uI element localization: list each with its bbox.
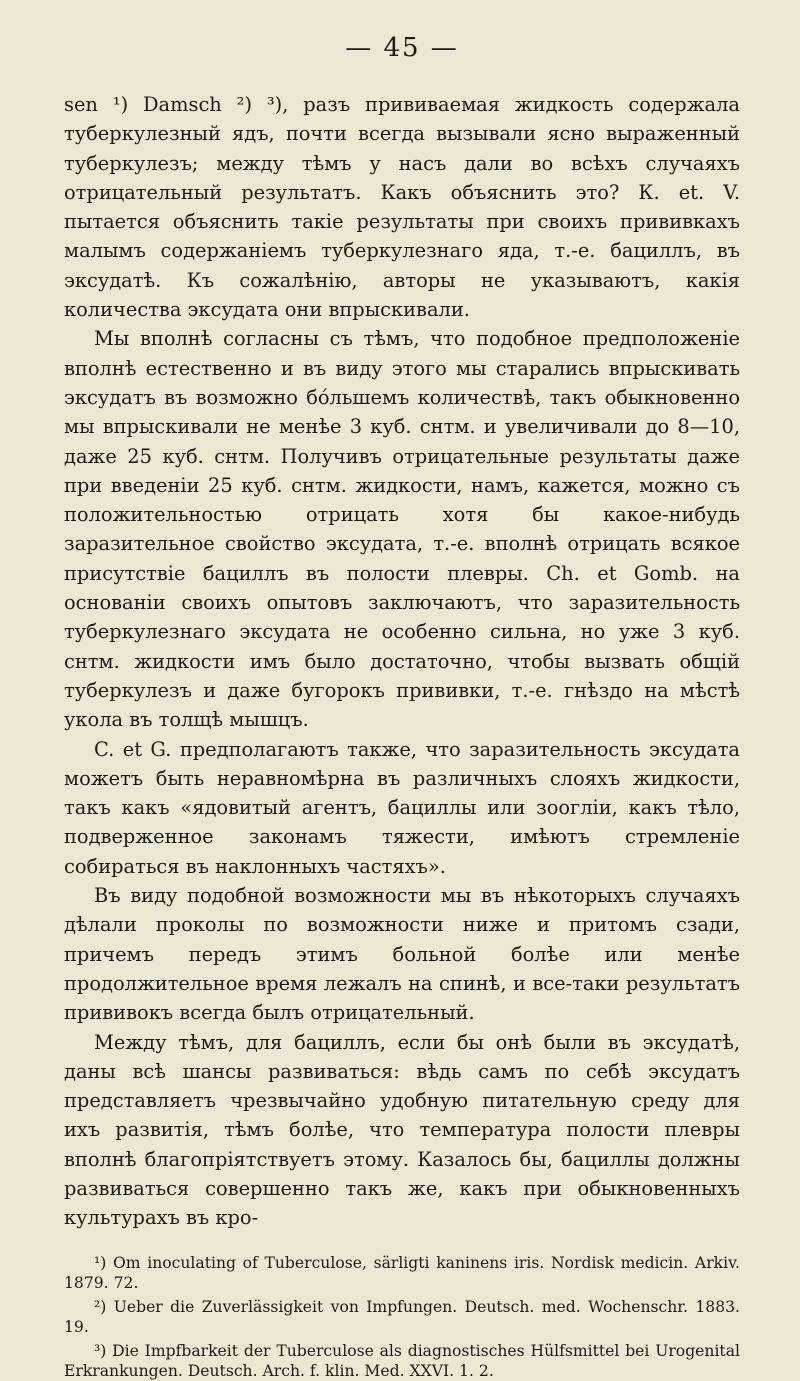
paragraph-1: sen ¹) Damsch ²) ³), разъ прививаемая жидкость содержала туберкулезный ядъ, почти всегда вызывали ясно выраженный туберкулезъ; между тѣмъ у насъ дали во всѣхъ случаяхъ отрицательный результатъ. Какъ объяснить это? К. et. V. пытается объяснить такіе результаты при своихъ прививкахъ малымъ содержаніемъ туберкулезнаго яда, т.-е. бациллъ, въ эксудатѣ. Къ сожалѣнію, авторы не указываютъ, какія количества эксудата они впрыскивали.	[64, 93, 740, 322]
page-number: — 45 —	[345, 33, 459, 63]
paragraph-2: Мы вполнѣ согласны съ тѣмъ, что подобное предположеніе вполнѣ естественно и въ виду этого мы старались впрыскивать эксудатъ въ возможно бо́льшемъ количествѣ, такъ обыкновенно мы впрыскивали не менѣе 3 куб. снтм. и увеличивали до 8—10, даже 25 куб. снтм. Получивъ отрицательные результаты даже при введеніи 25 куб. снтм. жидкости, намъ, кажется, можно съ положительностью отрицать хотя бы какое-нибудь заразительное свойство эксудата, т.-е. вполнѣ отрицать всякое присутствіе бациллъ въ полости плевры. Ch. et Gomb. на основаніи своихъ опытовъ заключаютъ, что заразительность туберкулезнаго эксудата не особенно сильна, но уже 3 куб. снтм. жидкости имъ было достаточно, чтобы вызвать общій туберкулезъ и даже бугорокъ прививки, т.-е. гнѣздо на мѣстѣ укола въ толщѣ мышцъ.	[64, 327, 740, 732]
body-text	[64, 90, 740, 1233]
footnote-1: ¹) Om inoculating of Tuberculose, särligti kaninens iris. Nordisk medicin. Arkiv. 1879. 72.	[64, 1253, 740, 1292]
paragraph-5: Между тѣмъ, для бациллъ, если бы онѣ были въ эксудатѣ, даны всѣ шансы развиваться: вѣдь самъ по себѣ эксудатъ представляетъ чрезвычайно удобную питательную среду для ихъ развитія, тѣмъ болѣе, что температура полости плевры вполнѣ благопріятствуетъ этому. Казалось бы, бациллы должны развиваться совершенно такъ же, какъ при обыкновенныхъ культурахъ въ кро-	[64, 1030, 740, 1230]
paragraph-4: Въ виду подобной возможности мы въ нѣкоторыхъ случаяхъ дѣлали проколы по возможности ниже и притомъ сзади, причемъ передъ этимъ больной болѣе или менѣе продолжительное время лежалъ на спинѣ, и все-таки результатъ прививокъ всегда былъ отрицательный.	[64, 884, 740, 1025]
footnotes	[64, 1253, 740, 1381]
paragraph-3: C. et G. предполагаютъ также, что заразительность эксудата можетъ быть неравномѣрна въ различныхъ слояхъ жидкости, такъ какъ «ядовитый агентъ, бациллы или зоогліи, какъ тѣло, подверженное законамъ тяжести, имѣютъ стремленіе собираться въ наклонныхъ частяхъ».	[64, 737, 740, 878]
footnote-3: ³) Die Impfbarkeit der Tuberculose als diagnostisches Hülfsmittel bei Urogenital Erkrankungen. Deutsch. Arch. f. klin. Med. XXVI. 1. 2.	[64, 1341, 740, 1380]
footnote-2: ²) Ueber die Zuverlässigkeit von Impfungen. Deutsch. med. Wochenschr. 1883. 19.	[64, 1297, 740, 1336]
